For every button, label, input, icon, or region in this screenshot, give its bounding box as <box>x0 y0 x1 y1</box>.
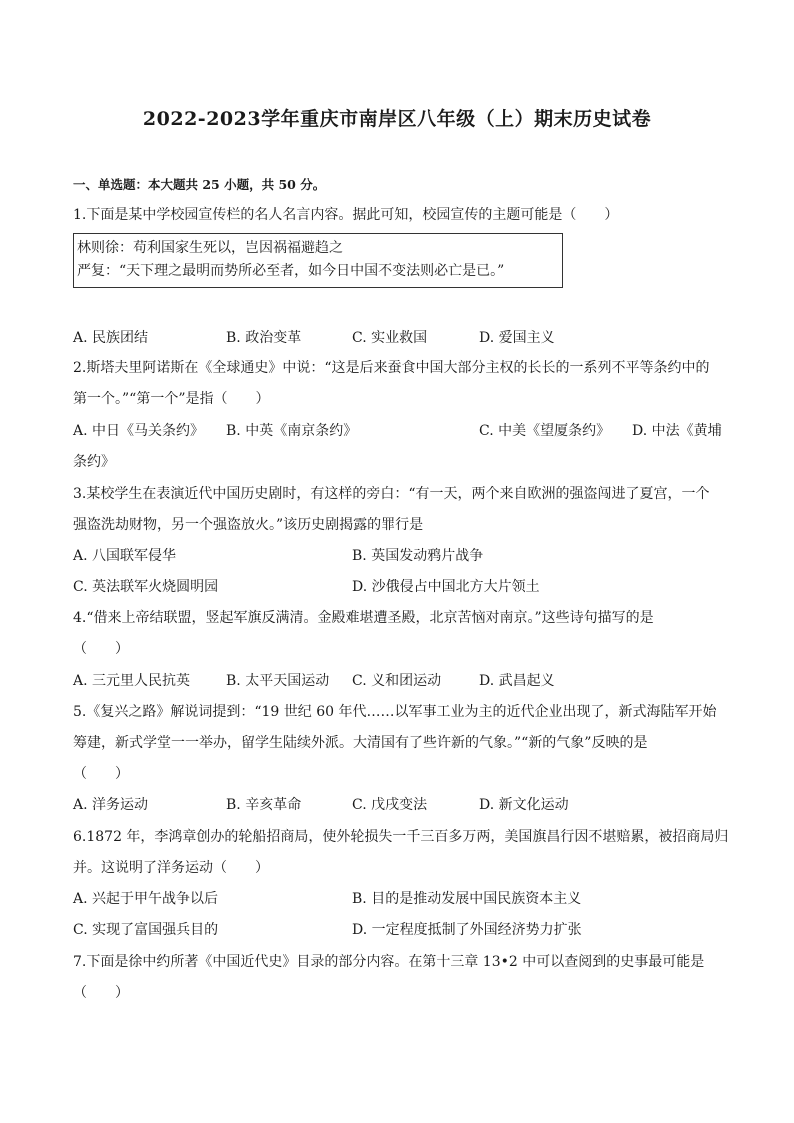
question-4-stem-line-1: 4.“借来上帝结联盟，竖起军旗反满清。金殿难堪遭圣殿，北京苦恼对南京。”这些诗句描写的是 <box>73 610 654 626</box>
question-4-option-c: C. 义和团运动 <box>352 673 442 689</box>
question-4-option-d: D. 武昌起义 <box>479 673 555 689</box>
question-3-option-a: A. 八国联军侵华 <box>73 548 177 564</box>
question-6-option-d: D. 一定程度抵制了外国经济势力扩张 <box>352 922 582 938</box>
question-2-option-d: D. 中法《黄埔 <box>632 423 722 439</box>
question-5-stem-line-3: （ ） <box>73 766 129 782</box>
question-3-stem-line-2: 强盗洗劫财物，另一个强盗放火。”该历史剧揭露的罪行是 <box>73 517 424 533</box>
question-2-option-a: A. 中日《马关条约》 <box>73 423 205 439</box>
exam-title: 2022-2023学年重庆市南岸区八年级（上）期末历史试卷 <box>142 108 652 130</box>
quote-line-1: 林则徐：苟利国家生死以，岂因祸福避趋之 <box>77 240 343 256</box>
question-5-option-d: D. 新文化运动 <box>479 797 569 813</box>
question-4-option-b: B. 太平天国运动 <box>226 673 330 689</box>
question-6-stem-line-2: 并。这说明了洋务运动（ ） <box>73 860 269 876</box>
question-1-quote-box <box>73 233 563 288</box>
question-4-option-a: A. 三元里人民抗英 <box>73 673 191 689</box>
question-6-option-a: A. 兴起于甲午战争以后 <box>73 891 219 907</box>
question-2-option-d-continued: 条约》 <box>73 454 115 470</box>
question-3-option-d: D. 沙俄侵占中国北方大片领土 <box>352 579 540 595</box>
question-1-option-d: D. 爱国主义 <box>479 330 555 346</box>
question-6-option-b: B. 目的是推动发展中国民族资本主义 <box>352 891 582 907</box>
question-1-option-c: C. 实业救国 <box>352 330 428 346</box>
question-5-option-b: B. 辛亥革命 <box>226 797 302 813</box>
question-1-option-a: A. 民族团结 <box>73 330 149 346</box>
question-2-stem-line-1: 2.斯塔夫里阿诺斯在《全球通史》中说：“这是后来蚕食中国大部分主权的长长的一系列不平等条约中的 <box>73 360 710 376</box>
question-1-option-b: B. 政治变革 <box>226 330 302 346</box>
question-1-stem: 1.下面是某中学校园宣传栏的名人名言内容。据此可知，校园宣传的主题可能是（ ） <box>73 207 619 223</box>
question-6-stem-line-1: 6.1872 年，李鸿章创办的轮船招商局，使外轮损失一千三百多万两，美国旗昌行因不堪赔累，被招商局归 <box>73 829 729 845</box>
section-heading: 一、单选题：本大题共 25 小题，共 50 分。 <box>73 177 326 192</box>
question-2-option-c: C. 中美《望厦条约》 <box>479 423 611 439</box>
question-3-option-c: C. 英法联军火烧圆明园 <box>73 579 219 595</box>
question-6-option-c: C. 实现了富国强兵目的 <box>73 922 219 938</box>
question-7-stem-line-1: 7.下面是徐中约所著《中国近代史》目录的部分内容。在第十三章 13•2 中可以查阅到的史事最可能是 <box>73 954 705 970</box>
question-7-stem-line-2: （ ） <box>73 985 129 1001</box>
question-5-option-a: A. 洋务运动 <box>73 797 149 813</box>
question-4-stem-line-2: （ ） <box>73 641 129 657</box>
question-3-stem-line-1: 3.某校学生在表演近代中国历史剧时，有这样的旁白：“有一天，两个来自欧洲的强盗闯进了夏宫，一个 <box>73 486 710 502</box>
question-5-option-c: C. 戊戌变法 <box>352 797 428 813</box>
question-2-option-b: B. 中英《南京条约》 <box>226 423 358 439</box>
question-5-stem-line-2: 筹建，新式学堂一一举办，留学生陆续外派。大清国有了些许新的气象。”“新的气象”反映的是 <box>73 735 648 751</box>
question-5-stem-line-1: 5.《复兴之路》解说词提到：“19 世纪 60 年代……以军事工业为主的近代企业出现了，新式海陆军开始 <box>73 704 717 720</box>
quote-line-2: 严复：“天下理之最明而势所必至者，如今日中国不变法则必亡是已。” <box>77 263 505 279</box>
question-2-stem-line-2: 第一个。”“第一个”是指（ ） <box>73 391 270 407</box>
question-3-option-b: B. 英国发动鸦片战争 <box>352 548 484 564</box>
